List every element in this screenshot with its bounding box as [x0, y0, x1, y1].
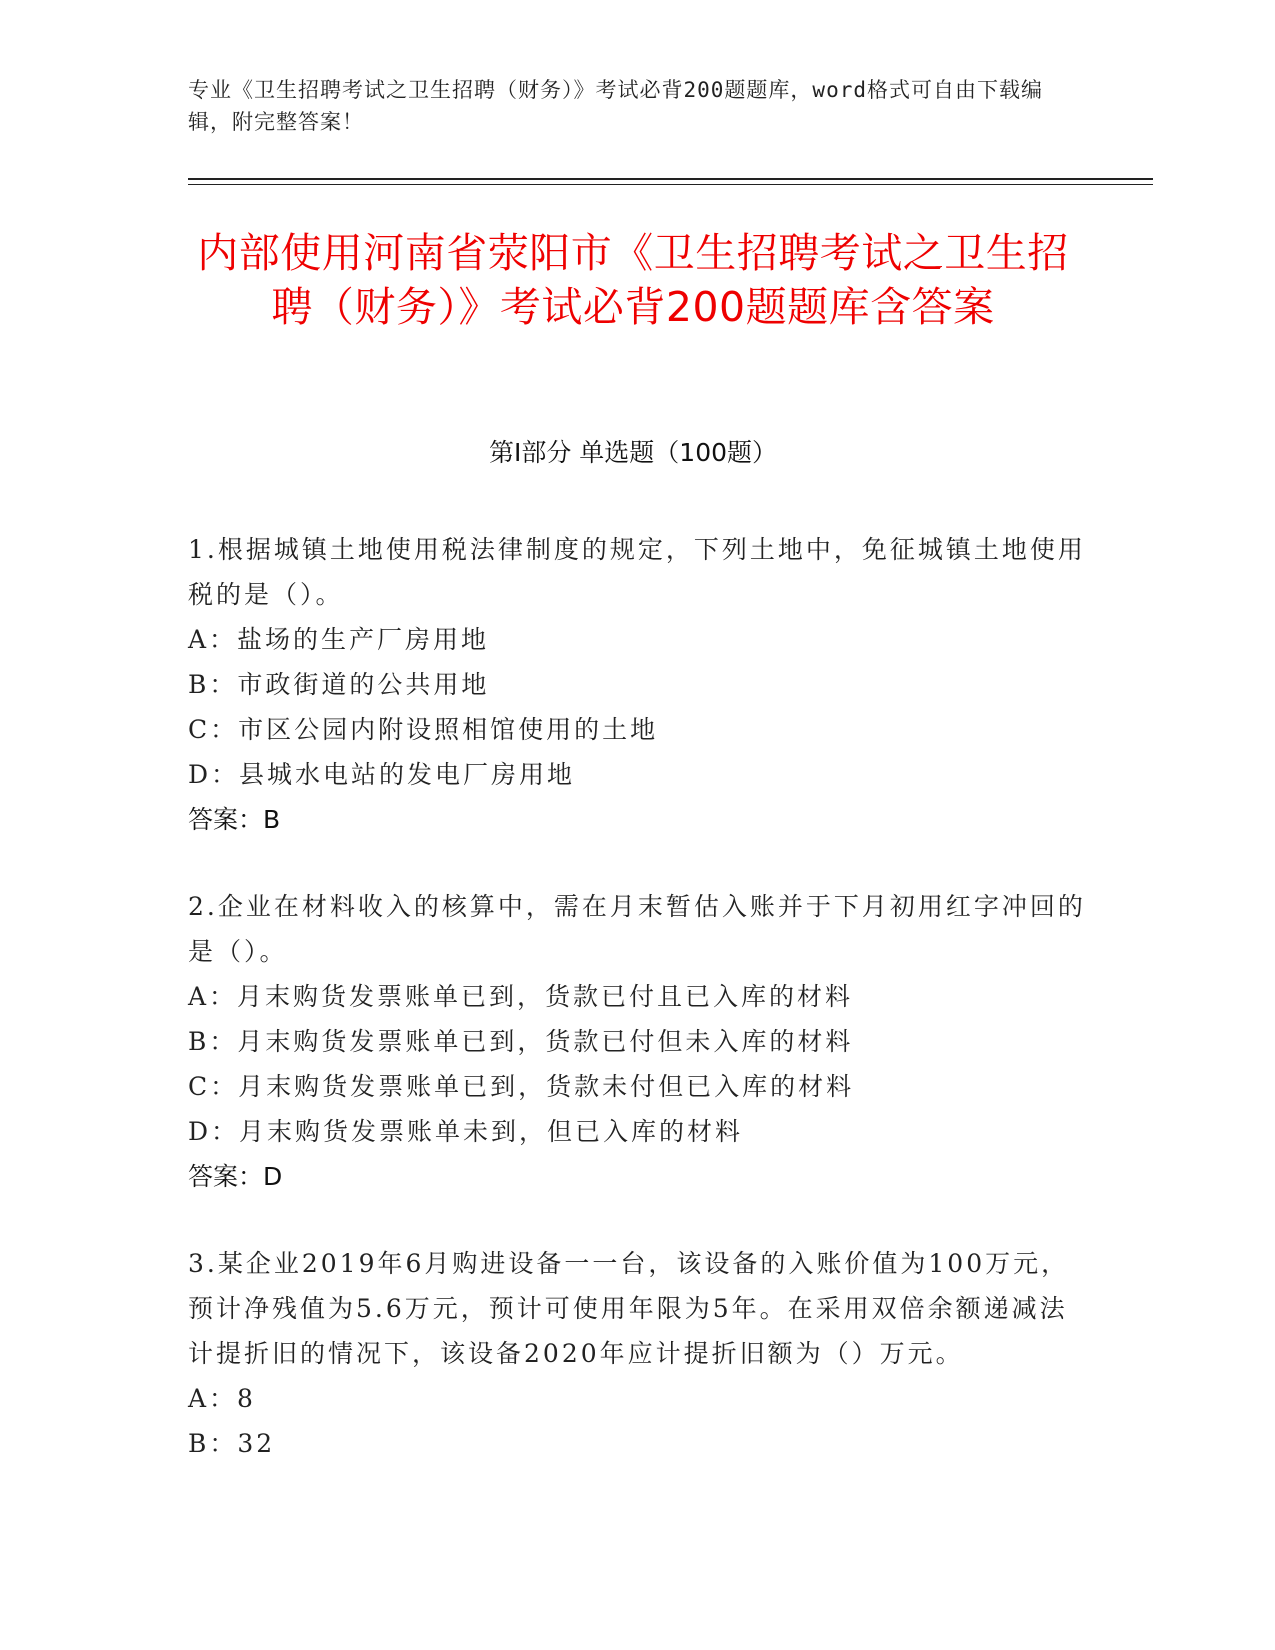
answer-line: 答案：D — [188, 1162, 283, 1191]
question-1 — [188, 527, 1088, 842]
option-b: B：32 — [188, 1429, 276, 1458]
option-a: A：盐场的生产厂房用地 — [188, 625, 490, 654]
section-heading: 第I部分 单选题（100题） — [488, 438, 778, 467]
option-b: B：月末购货发票账单已到，货款已付但未入库的材料 — [188, 1027, 854, 1056]
option-a: A：月末购货发票账单已到，货款已付且已入库的材料 — [188, 982, 854, 1011]
option-b: B：市政街道的公共用地 — [188, 670, 490, 699]
document-title: 内部使用河南省荥阳市《卫生招聘考试之卫生招聘（财务）》考试必背200题题库含答案 — [197, 229, 1069, 331]
header-divider-thin — [188, 184, 1153, 185]
answer-line: 答案：B — [188, 805, 281, 834]
header-note: 专业《卫生招聘考试之卫生招聘（财务）》考试必背200题题库，word格式可自由下载编辑，附完整答案！ — [188, 78, 1043, 134]
option-d: D：县城水电站的发电厂房用地 — [188, 760, 576, 789]
question-3 — [188, 1241, 1088, 1466]
question-stem: 1.根据城镇土地使用税法律制度的规定，下列土地中，免征城镇土地使用税的是（）。 — [188, 535, 1086, 609]
question-2 — [188, 884, 1088, 1199]
question-stem: 2.企业在材料收入的核算中，需在月末暂估入账并于下月初用红字冲回的是（）。 — [188, 892, 1086, 966]
question-stem: 3.某企业2019年6月购进设备一一台，该设备的入账价值为100万元，预计净残值为5.6万元，预计可使用年限为5年。在采用双倍余额递减法计提折旧的情况下，该设备2020年应计提折旧额为（）万元。 — [188, 1249, 1070, 1368]
option-a: A：8 — [188, 1384, 256, 1413]
option-c: C：市区公园内附设照相馆使用的土地 — [188, 715, 659, 744]
option-d: D：月末购货发票账单未到，但已入库的材料 — [188, 1117, 744, 1146]
header-divider-thick — [188, 178, 1153, 180]
question-list — [188, 527, 1088, 1508]
option-c: C：月末购货发票账单已到，货款未付但已入库的材料 — [188, 1072, 855, 1101]
